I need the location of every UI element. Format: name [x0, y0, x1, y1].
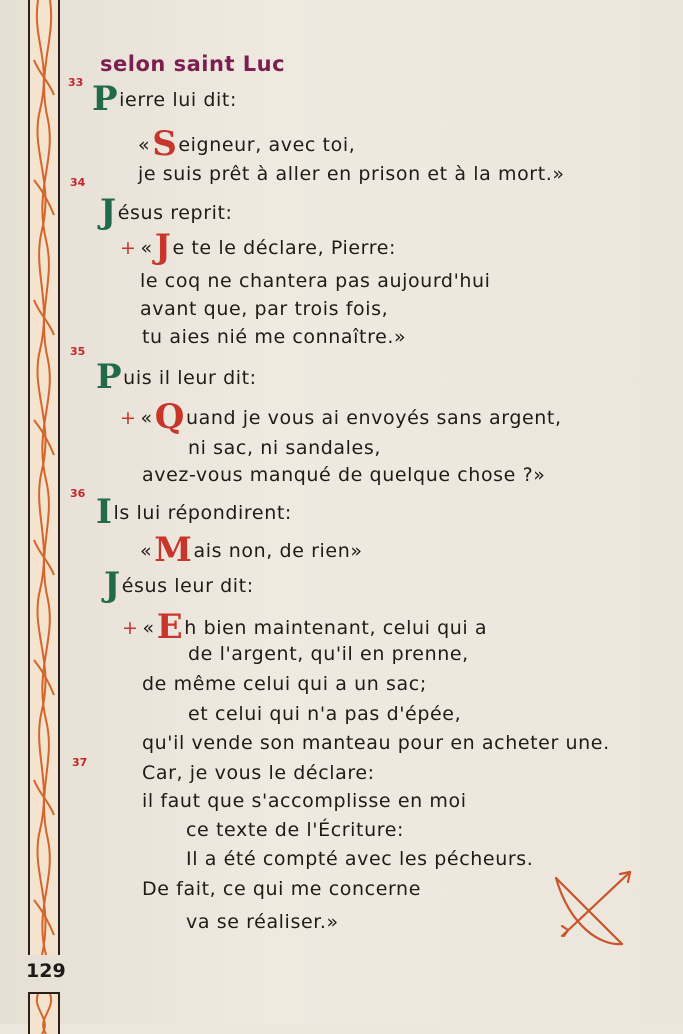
open-quote: «: [140, 407, 153, 429]
verse-37-line: Car, je vous le déclare:: [142, 762, 375, 784]
drop-cap: I: [96, 492, 113, 532]
verse-36-line: qu'il vende son manteau pour en acheter une.: [142, 732, 610, 754]
verse-33-quote: [138, 124, 356, 164]
verse-37-line: Il a été compté avec les pécheurs.: [186, 848, 534, 870]
border-ornament-icon: [30, 0, 58, 955]
line-text: uand je vous ai envoyés sans argent,: [185, 407, 562, 429]
verse-36-line: de l'argent, qu'il en prenne,: [188, 643, 469, 665]
drop-cap: S: [152, 124, 178, 164]
verse-number-36: 36: [70, 487, 86, 500]
line-text: h bien maintenant, celui qui a: [184, 617, 488, 639]
line-text: e te le déclare, Pierre:: [172, 237, 397, 259]
verse-36-quote: [140, 530, 363, 570]
drop-cap: E: [156, 607, 184, 647]
drop-cap: M: [154, 530, 193, 570]
line-text: ls lui répondirent:: [113, 502, 292, 524]
drop-cap: J: [104, 565, 121, 605]
verse-number-34: 34: [70, 176, 86, 189]
verse-36-intro: [96, 492, 292, 532]
verse-34-line: tu aies nié me connaître.»: [142, 326, 407, 348]
verse-36-line: de même celui qui a un sac;: [142, 673, 427, 695]
cross-marker: +: [120, 237, 137, 259]
verse-number-33: 33: [68, 76, 84, 89]
open-quote: «: [142, 617, 155, 639]
verse-number-37: 37: [72, 756, 88, 769]
line-text: uis il leur dit:: [123, 367, 257, 389]
open-quote: «: [140, 237, 153, 259]
drop-cap: P: [92, 79, 119, 119]
line-text: ésus reprit:: [117, 202, 233, 224]
verse-number-35: 35: [70, 345, 86, 358]
verse-36-jesus: [104, 565, 254, 605]
verse-37-line: De fait, ce qui me concerne: [142, 878, 421, 900]
verse-33-intro: [92, 79, 237, 119]
verse-37-line: ce texte de l'Écriture:: [186, 819, 405, 841]
verse-34-line: le coq ne chantera pas aujourd'hui: [140, 270, 491, 292]
verse-36-line: et celui qui n'a pas d'épée,: [188, 703, 462, 725]
ornamental-border: [28, 0, 60, 955]
border-stub-ornament-icon: [30, 994, 58, 1034]
page-number: 129: [26, 960, 66, 982]
line-text: eigneur, avec toi,: [178, 134, 356, 156]
cross-marker: +: [120, 407, 137, 429]
drop-cap: J: [100, 192, 117, 232]
line-text: ierre lui dit:: [119, 89, 237, 111]
verse-35-line: avez-vous manqué de quelque chose ?»: [142, 464, 546, 486]
bow-and-arrow-icon: [550, 866, 640, 952]
open-quote: «: [140, 540, 153, 562]
drop-cap: P: [96, 357, 123, 397]
verse-33-line: je suis prêt à aller en prison et à la mort.»: [138, 163, 565, 185]
verse-34-quote: [120, 227, 397, 267]
line-text: ais non, de rien»: [193, 540, 363, 562]
verse-35-intro: [96, 357, 257, 397]
verse-35-line: ni sac, ni sandales,: [188, 437, 381, 459]
line-text: ésus leur dit:: [121, 575, 254, 597]
cross-marker: +: [122, 617, 139, 639]
verse-37-line: va se réaliser.»: [186, 911, 339, 933]
verse-37-line: il faut que s'accomplisse en moi: [142, 790, 467, 812]
page-header: selon saint Luc: [100, 52, 286, 76]
verse-34-line: avant que, par trois fois,: [140, 298, 389, 320]
verse-34-intro: [100, 192, 233, 232]
drop-cap: Q: [154, 397, 185, 437]
open-quote: «: [138, 134, 151, 156]
verse-35-quote: [120, 397, 562, 437]
drop-cap: J: [154, 227, 172, 267]
ornamental-border-stub: [28, 992, 60, 1034]
verse-36-quote-2: [122, 607, 488, 647]
